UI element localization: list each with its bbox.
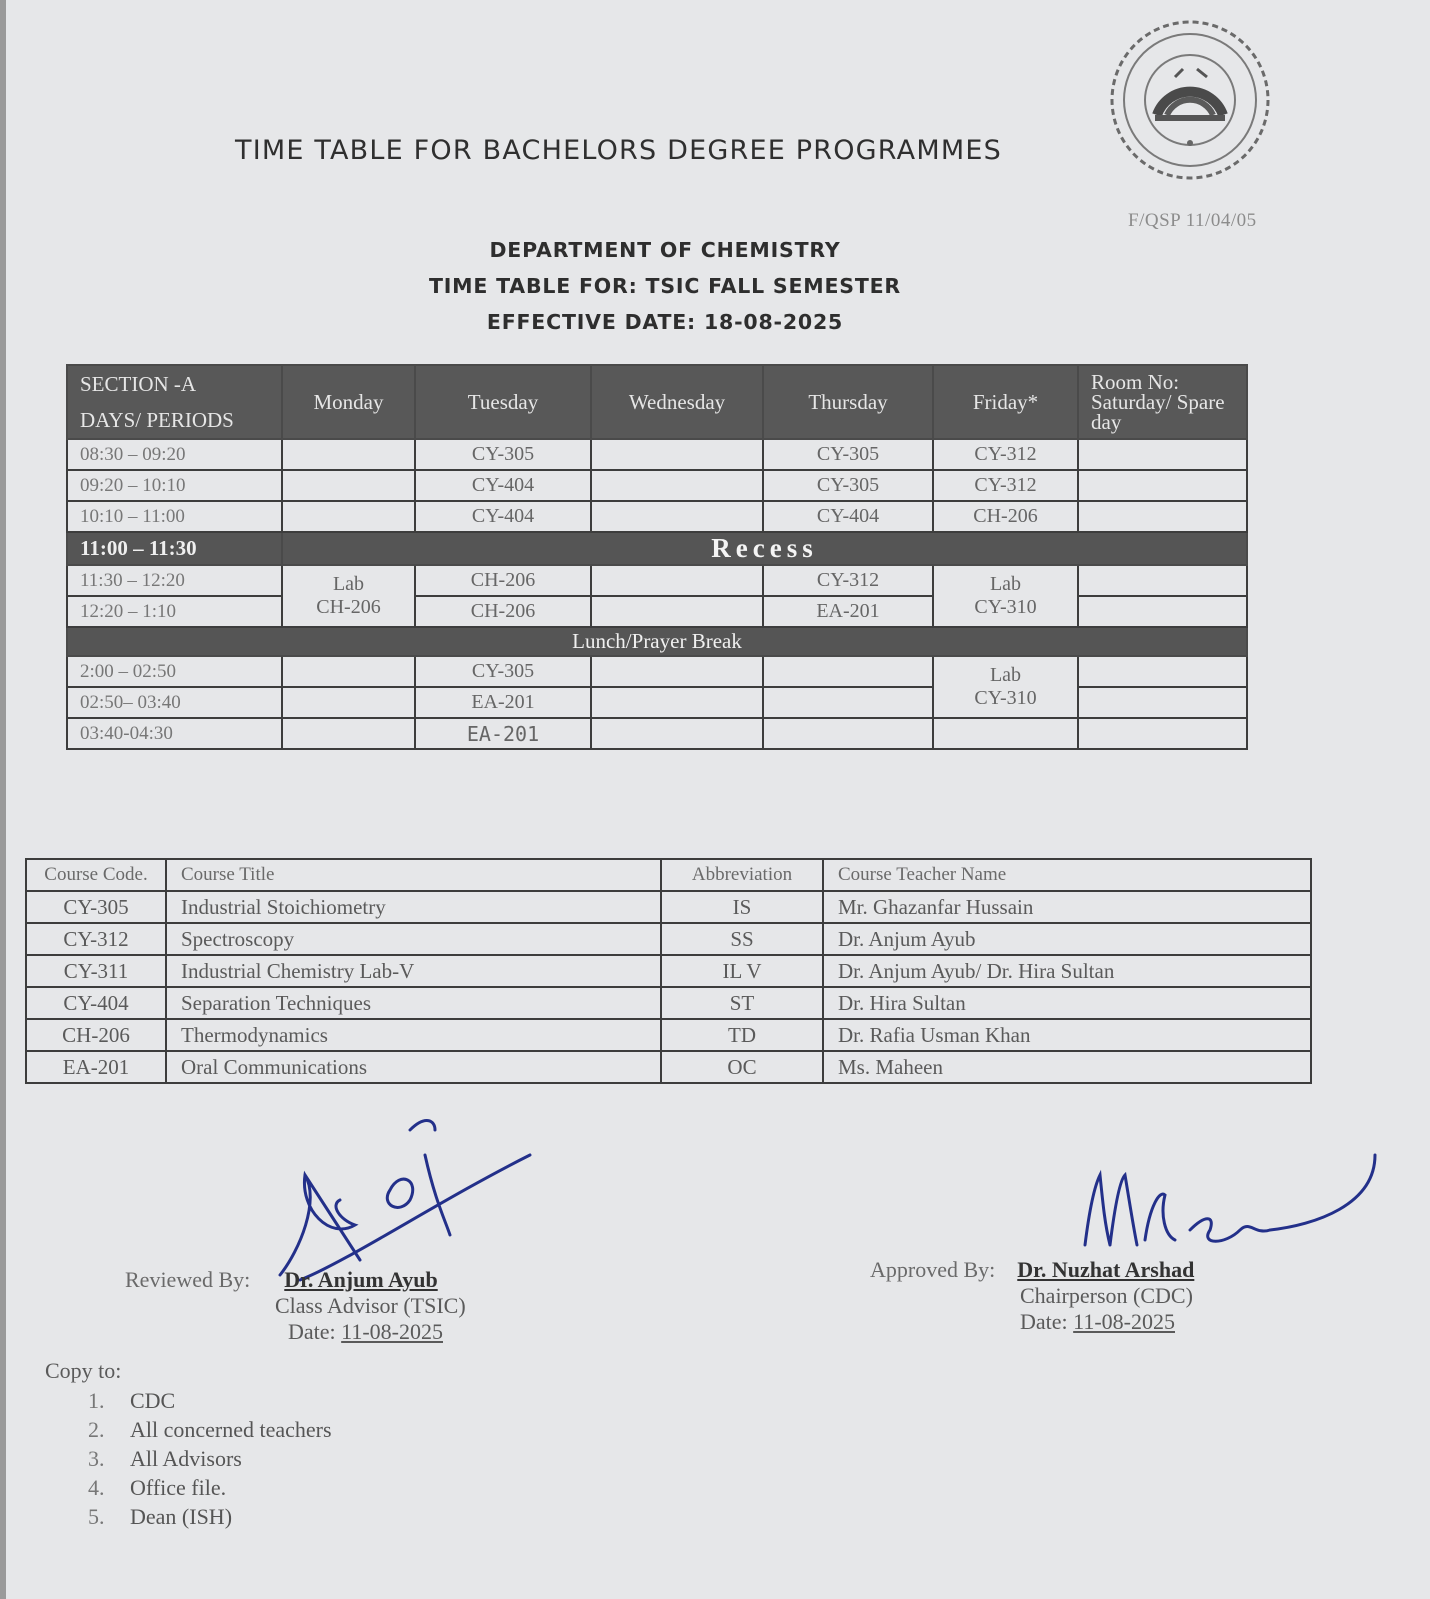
- course-abbreviation: IS: [661, 891, 823, 923]
- monday-cell: [282, 718, 415, 749]
- university-logo-icon: [1105, 15, 1275, 185]
- day-header-friday: Friday*: [933, 365, 1078, 439]
- recess-label: Recess: [711, 533, 818, 563]
- thursday-cell: CY-312: [763, 565, 933, 596]
- approver-role: Chairperson (CDC): [1020, 1283, 1193, 1308]
- reviewed-by-label: Reviewed By:: [125, 1267, 251, 1292]
- page-edge: [0, 0, 6, 1599]
- course-abbreviation: OC: [661, 1051, 823, 1083]
- copy-to-item: [88, 1446, 332, 1475]
- copy-to-number: 4.: [88, 1475, 105, 1500]
- course-row: [26, 1051, 1311, 1083]
- wednesday-cell: [591, 687, 763, 718]
- lunch-label-cell: [67, 627, 1247, 656]
- period-cell: 10:10 – 11:00: [67, 501, 282, 532]
- course-teacher: Dr. Anjum Ayub: [823, 923, 1311, 955]
- recess-time: 11:00 – 11:30: [67, 532, 282, 565]
- tuesday-cell: CY-404: [415, 501, 591, 532]
- tuesday-cell: CH-206: [415, 565, 591, 596]
- course-title-header: Course Title: [166, 859, 661, 891]
- tuesday-cell: CH-206: [415, 596, 591, 627]
- course-abbreviation: TD: [661, 1019, 823, 1051]
- day-header-monday: Monday: [282, 365, 415, 439]
- monday-lab-line-1: Lab: [332, 573, 365, 595]
- thursday-cell: [763, 656, 933, 687]
- reviewer-date: 11-08-2025: [341, 1319, 443, 1344]
- course-title: Thermodynamics: [166, 1019, 661, 1051]
- course-code: CY-305: [26, 891, 166, 923]
- page-title: TIME TABLE FOR BACHELORS DEGREE PROGRAMMES: [235, 135, 1002, 166]
- course-title: Industrial Stoichiometry: [166, 891, 661, 923]
- friday-cell: CY-312: [933, 470, 1078, 501]
- monday-lab-cell: [282, 565, 415, 627]
- timetable: [66, 364, 1246, 750]
- copy-to-number: 2.: [88, 1417, 105, 1442]
- timetable-row: [67, 718, 1247, 749]
- course-code: CH-206: [26, 1019, 166, 1051]
- friday-lab-cell: [933, 656, 1078, 718]
- period-cell: 11:30 – 12:20: [67, 565, 282, 596]
- approved-by-block: [870, 1257, 1350, 1335]
- room-cell: [1078, 596, 1247, 627]
- lunch-label: Lunch/Prayer Break: [572, 629, 742, 653]
- room-cell: [1078, 718, 1247, 749]
- course-title: Industrial Chemistry Lab-V: [166, 955, 661, 987]
- timetable-row: [67, 565, 1247, 596]
- approver-name: Dr. Nuzhat Arshad: [1017, 1257, 1195, 1282]
- course-teacher: Dr. Rafia Usman Khan: [823, 1019, 1311, 1051]
- room-cell: [1078, 470, 1247, 501]
- period-cell: 08:30 – 09:20: [67, 439, 282, 470]
- friday-lab-line-2: CY-310: [974, 596, 1037, 618]
- wednesday-cell: [591, 596, 763, 627]
- copy-to-text: Office file.: [130, 1475, 227, 1500]
- room-cell: [1078, 656, 1247, 687]
- lunch-row: [67, 627, 1247, 656]
- copy-to-number: 5.: [88, 1504, 105, 1529]
- copy-to-list: [88, 1388, 332, 1533]
- copy-to-text: All concerned teachers: [130, 1417, 332, 1442]
- thursday-cell: EA-201: [763, 596, 933, 627]
- course-row: [26, 923, 1311, 955]
- reviewer-date-label: Date:: [288, 1319, 336, 1344]
- course-title: Separation Techniques: [166, 987, 661, 1019]
- days-periods-label: DAYS/ PERIODS: [80, 408, 234, 432]
- wednesday-cell: [591, 501, 763, 532]
- timetable-row: [67, 501, 1247, 532]
- course-header-row: [26, 859, 1311, 891]
- monday-cell: [282, 656, 415, 687]
- course-teacher: Dr. Hira Sultan: [823, 987, 1311, 1019]
- effective-date: EFFECTIVE DATE: 18-08-2025: [486, 310, 844, 334]
- monday-cell: [282, 501, 415, 532]
- wednesday-cell: [591, 439, 763, 470]
- approver-date-label: Date:: [1020, 1309, 1068, 1334]
- course-row: [26, 1019, 1311, 1051]
- timetable-row: [67, 656, 1247, 687]
- friday-lab-line-1: Lab: [989, 573, 1022, 595]
- copy-to-text: Dean (ISH): [130, 1504, 233, 1529]
- department-name: DEPARTMENT OF CHEMISTRY: [489, 238, 841, 262]
- course-row: [26, 987, 1311, 1019]
- copy-to-text: All Advisors: [130, 1446, 242, 1471]
- friday-cell: [933, 718, 1078, 749]
- course-abbreviation: ST: [661, 987, 823, 1019]
- reviewed-by-block: [125, 1267, 645, 1345]
- reviewer-date-line: [288, 1319, 645, 1345]
- course-title: Oral Communications: [166, 1051, 661, 1083]
- course-row: [26, 955, 1311, 987]
- tuesday-cell: CY-404: [415, 470, 591, 501]
- course-code: CY-404: [26, 987, 166, 1019]
- thursday-cell: [763, 687, 933, 718]
- timetable-header-row: [67, 365, 1247, 439]
- room-header: Room No: Saturday/ Spare day: [1078, 365, 1247, 439]
- tuesday-cell-erased: CY-305: [415, 656, 591, 687]
- course-row: [26, 891, 1311, 923]
- period-cell: 02:50– 03:40: [67, 687, 282, 718]
- course-title: Spectroscopy: [166, 923, 661, 955]
- copy-to-item: [88, 1388, 332, 1417]
- tuesday-cell: CY-305: [415, 439, 591, 470]
- approver-date-line: [1020, 1309, 1350, 1335]
- course-abbreviation: IL V: [661, 955, 823, 987]
- copy-to-number: 1.: [88, 1388, 105, 1413]
- wednesday-cell: [591, 718, 763, 749]
- copy-to-text: CDC: [130, 1388, 176, 1413]
- course-table: [25, 858, 1310, 1084]
- copy-to-item: [88, 1417, 332, 1446]
- approver-signature-icon: [1075, 1135, 1395, 1265]
- abbreviation-header: Abbreviation: [661, 859, 823, 891]
- course-code: CY-312: [26, 923, 166, 955]
- wednesday-cell: [591, 656, 763, 687]
- timetable-row: [67, 470, 1247, 501]
- thursday-cell: CY-404: [763, 501, 933, 532]
- room-cell: [1078, 565, 1247, 596]
- copy-to-item: [88, 1475, 332, 1504]
- friday-lab-cell: [933, 565, 1078, 627]
- day-header-wednesday: Wednesday: [591, 365, 763, 439]
- friday-lab-line-1: Lab: [989, 664, 1022, 686]
- course-teacher: Ms. Maheen: [823, 1051, 1311, 1083]
- approver-date: 11-08-2025: [1073, 1309, 1175, 1334]
- recess-label-cell: [282, 532, 1247, 565]
- wednesday-cell: [591, 565, 763, 596]
- period-cell: 2:00 – 02:50: [67, 656, 282, 687]
- course-code: EA-201: [26, 1051, 166, 1083]
- course-teacher: Mr. Ghazanfar Hussain: [823, 891, 1311, 923]
- wednesday-cell: [591, 470, 763, 501]
- semester-line: TIME TABLE FOR: TSIC FALL SEMESTER: [428, 274, 902, 298]
- thursday-cell: CY-305: [763, 439, 933, 470]
- day-header-tuesday: Tuesday: [415, 365, 591, 439]
- timetable-row: [67, 439, 1247, 470]
- thursday-cell: CY-305: [763, 470, 933, 501]
- room-cell: [1078, 687, 1247, 718]
- monday-cell: [282, 687, 415, 718]
- friday-cell: CH-206: [933, 501, 1078, 532]
- period-cell: 03:40-04:30: [67, 718, 282, 749]
- tuesday-cell: EA-201: [415, 687, 591, 718]
- period-cell: 12:20 – 1:10: [67, 596, 282, 627]
- room-cell: [1078, 501, 1247, 532]
- copy-to-title: Copy to:: [45, 1358, 122, 1383]
- reviewer-role: Class Advisor (TSIC): [275, 1293, 466, 1318]
- tuesday-cell-handwritten: EA-201: [415, 718, 591, 749]
- monday-lab-line-2: CH-206: [316, 596, 381, 618]
- room-cell: [1078, 439, 1247, 470]
- monday-cell: [282, 470, 415, 501]
- department-block: [380, 232, 950, 340]
- copy-to-number: 3.: [88, 1446, 105, 1471]
- thursday-cell: [763, 718, 933, 749]
- form-code: F/QSP 11/04/05: [1128, 210, 1257, 231]
- monday-cell: [282, 439, 415, 470]
- approved-by-label: Approved By:: [870, 1257, 996, 1282]
- course-code: CY-311: [26, 955, 166, 987]
- section-header: [67, 365, 282, 439]
- copy-to-item: [88, 1504, 332, 1533]
- day-header-thursday: Thursday: [763, 365, 933, 439]
- friday-lab-line-2: CY-310: [974, 687, 1037, 709]
- friday-cell: CY-312: [933, 439, 1078, 470]
- period-cell: 09:20 – 10:10: [67, 470, 282, 501]
- teacher-header: Course Teacher Name: [823, 859, 1311, 891]
- course-abbreviation: SS: [661, 923, 823, 955]
- reviewer-name: Dr. Anjum Ayub: [284, 1267, 438, 1292]
- course-code-header: Course Code.: [26, 859, 166, 891]
- recess-row: [67, 532, 1247, 565]
- section-label: SECTION -A: [80, 372, 197, 396]
- course-teacher: Dr. Anjum Ayub/ Dr. Hira Sultan: [823, 955, 1311, 987]
